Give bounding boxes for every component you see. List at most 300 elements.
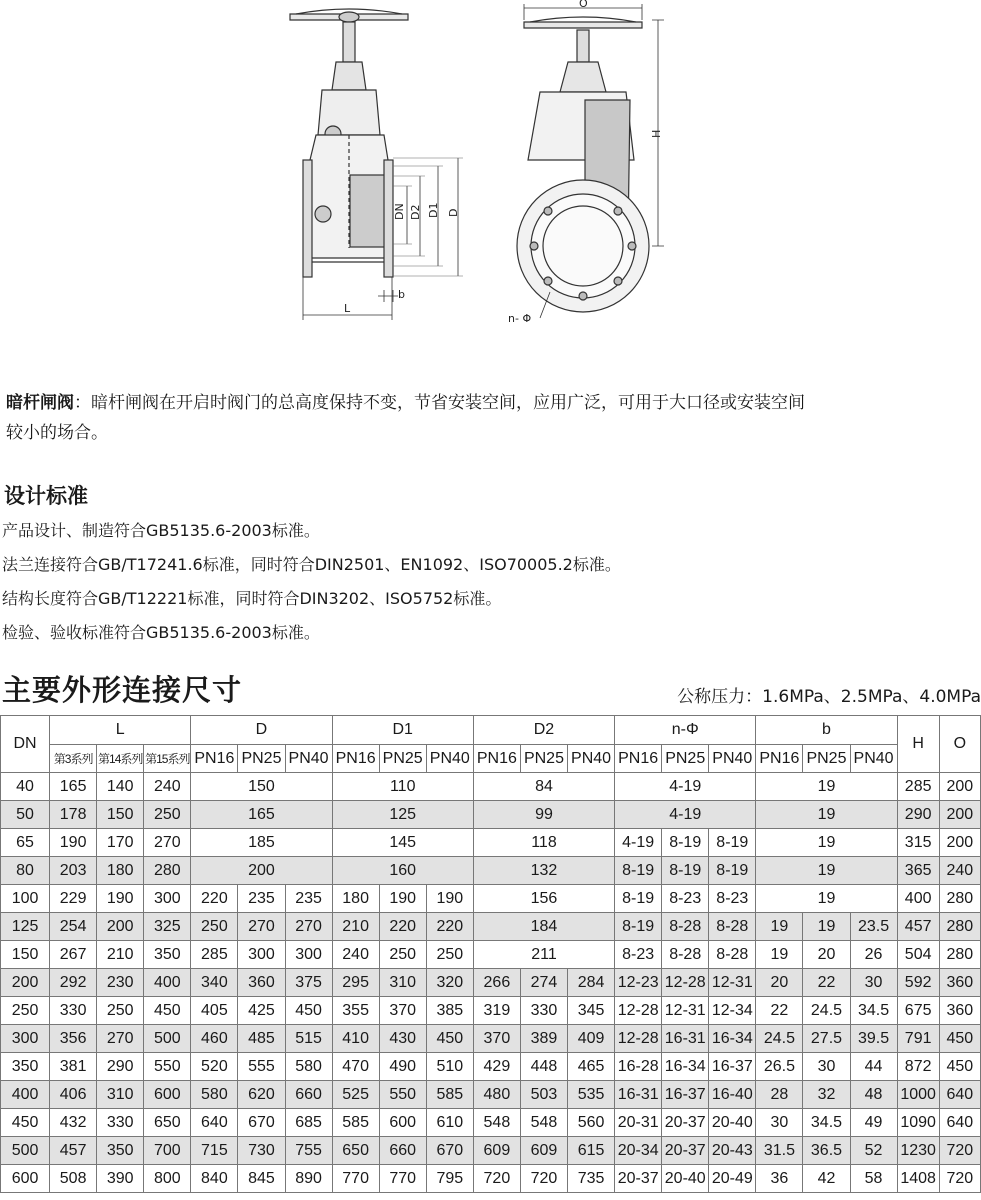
- table-cell: 16-31: [662, 1025, 709, 1053]
- table-cell: 19: [756, 801, 897, 829]
- table-cell: 535: [568, 1081, 615, 1109]
- table-cell: 270: [97, 1025, 144, 1053]
- table-cell: 200: [191, 857, 332, 885]
- table-cell: 670: [238, 1109, 285, 1137]
- table-cell: 200: [939, 829, 980, 857]
- table-cell: 190: [426, 885, 473, 913]
- table-cell: 235: [238, 885, 285, 913]
- header-pn: PN16: [332, 745, 379, 773]
- header-pn: PN16: [756, 745, 803, 773]
- table-cell: 730: [238, 1137, 285, 1165]
- table-cell: 200: [939, 773, 980, 801]
- table-cell: 132: [473, 857, 614, 885]
- table-cell: 250: [191, 913, 238, 941]
- table-cell: 480: [473, 1081, 520, 1109]
- table-cell: 12-31: [662, 997, 709, 1025]
- table-cell: 1230: [897, 1137, 939, 1165]
- table-cell: 12-28: [615, 1025, 662, 1053]
- standard-line: 法兰连接符合GB/T17241.6标准，同时符合DIN2501、EN1092、ISO70005.2标准。: [2, 555, 621, 574]
- header-series: 第14系列: [97, 745, 144, 773]
- label-h: H: [650, 129, 663, 138]
- table-cell: 755: [285, 1137, 332, 1165]
- table-cell: 19: [756, 773, 897, 801]
- table-cell: 325: [144, 913, 191, 941]
- table-cell: 39.5: [850, 1025, 897, 1053]
- table-cell: 525: [332, 1081, 379, 1109]
- table-cell: 450: [144, 997, 191, 1025]
- table-cell: 118: [473, 829, 614, 857]
- table-cell: 27.5: [803, 1025, 850, 1053]
- table-cell: 58: [850, 1165, 897, 1193]
- table-cell: 503: [520, 1081, 567, 1109]
- table-cell: 284: [568, 969, 615, 997]
- header-nphi: n-Φ: [615, 716, 756, 745]
- table-cell: 267: [50, 941, 97, 969]
- table-cell: 125: [332, 801, 473, 829]
- table-row: [1, 1109, 981, 1137]
- header-l: L: [50, 716, 191, 745]
- table-cell: 220: [191, 885, 238, 913]
- table-cell: 300: [1, 1025, 50, 1053]
- table-cell: 20-31: [615, 1109, 662, 1137]
- table-cell: 429: [473, 1053, 520, 1081]
- table-cell: 80: [1, 857, 50, 885]
- table-cell: 500: [1, 1137, 50, 1165]
- table-cell: 650: [144, 1109, 191, 1137]
- table-row: [1, 1165, 981, 1193]
- table-cell: 450: [1, 1109, 50, 1137]
- table-cell: 390: [97, 1165, 144, 1193]
- table-cell: 19: [756, 913, 803, 941]
- table-cell: 240: [939, 857, 980, 885]
- table-cell: 20-37: [615, 1165, 662, 1193]
- header-d2: D2: [473, 716, 614, 745]
- table-row: [1, 857, 981, 885]
- table-cell: 400: [144, 969, 191, 997]
- table-cell: 1000: [897, 1081, 939, 1109]
- table-cell: 240: [144, 773, 191, 801]
- header-series: 第3系列: [50, 745, 97, 773]
- table-cell: 8-28: [662, 913, 709, 941]
- intro-paragraph: [6, 388, 966, 448]
- table-cell: 430: [379, 1025, 426, 1053]
- table-cell: 340: [191, 969, 238, 997]
- table-cell: 504: [897, 941, 939, 969]
- table-cell: 300: [238, 941, 285, 969]
- table-cell: 8-23: [709, 885, 756, 913]
- table-cell: 32: [803, 1081, 850, 1109]
- table-cell: 720: [473, 1165, 520, 1193]
- header-pn: PN16: [191, 745, 238, 773]
- table-cell: 389: [520, 1025, 567, 1053]
- table-cell: 145: [332, 829, 473, 857]
- header-pn: PN25: [238, 745, 285, 773]
- table-cell: 800: [144, 1165, 191, 1193]
- table-cell: 8-28: [709, 941, 756, 969]
- table-cell: 600: [144, 1081, 191, 1109]
- label-d1: D1: [427, 202, 440, 218]
- table-cell: 8-19: [662, 857, 709, 885]
- table-cell: 250: [426, 941, 473, 969]
- table-row: [1, 969, 981, 997]
- table-cell: 31.5: [756, 1137, 803, 1165]
- table-cell: 100: [1, 885, 50, 913]
- table-cell: 555: [238, 1053, 285, 1081]
- table-cell: 140: [97, 773, 144, 801]
- table-cell: 8-28: [709, 913, 756, 941]
- table-cell: 24.5: [803, 997, 850, 1025]
- table-cell: 360: [939, 997, 980, 1025]
- table-cell: 410: [332, 1025, 379, 1053]
- table-cell: 345: [568, 997, 615, 1025]
- table-cell: 250: [97, 997, 144, 1025]
- table-cell: 12-31: [709, 969, 756, 997]
- table-cell: 620: [238, 1081, 285, 1109]
- table-cell: 320: [426, 969, 473, 997]
- table-cell: 36.5: [803, 1137, 850, 1165]
- table-cell: 250: [144, 801, 191, 829]
- table-cell: 720: [939, 1165, 980, 1193]
- table-cell: 310: [379, 969, 426, 997]
- table-cell: 12-28: [615, 997, 662, 1025]
- standard-line: 结构长度符合GB/T12221标准，同时符合DIN3202、ISO5752标准。: [2, 589, 502, 608]
- table-cell: 20-40: [709, 1109, 756, 1137]
- header-pn: PN25: [662, 745, 709, 773]
- table-cell: 448: [520, 1053, 567, 1081]
- table-cell: 425: [238, 997, 285, 1025]
- table-cell: 795: [426, 1165, 473, 1193]
- table-cell: 270: [144, 829, 191, 857]
- label-d: D: [447, 208, 460, 217]
- dimensions-table-body: [1, 773, 981, 1193]
- table-cell: 685: [285, 1109, 332, 1137]
- table-cell: 370: [379, 997, 426, 1025]
- table-cell: 160: [332, 857, 473, 885]
- table-cell: 8-23: [662, 885, 709, 913]
- table-cell: 20-49: [709, 1165, 756, 1193]
- table-cell: 592: [897, 969, 939, 997]
- table-cell: 770: [332, 1165, 379, 1193]
- table-cell: 8-19: [709, 829, 756, 857]
- table-cell: 720: [520, 1165, 567, 1193]
- table-cell: 450: [426, 1025, 473, 1053]
- table-cell: 400: [1, 1081, 50, 1109]
- nominal-pressure: 公称压力：1.6MPa、2.5MPa、4.0MPa: [677, 687, 981, 707]
- table-cell: 203: [50, 857, 97, 885]
- table-cell: 30: [756, 1109, 803, 1137]
- table-cell: 585: [426, 1081, 473, 1109]
- table-cell: 330: [50, 997, 97, 1025]
- table-row: [1, 1137, 981, 1165]
- table-row: [1, 773, 981, 801]
- table-cell: 165: [50, 773, 97, 801]
- label-d2: D2: [409, 204, 422, 220]
- table-cell: 300: [285, 941, 332, 969]
- table-cell: 450: [939, 1025, 980, 1053]
- table-cell: 500: [144, 1025, 191, 1053]
- table-cell: 715: [191, 1137, 238, 1165]
- table-cell: 190: [50, 829, 97, 857]
- table-cell: 548: [520, 1109, 567, 1137]
- table-cell: 400: [897, 885, 939, 913]
- table-cell: 12-34: [709, 997, 756, 1025]
- header-pn: PN25: [379, 745, 426, 773]
- table-row: [1, 941, 981, 969]
- header-series: 第15系列: [144, 745, 191, 773]
- table-cell: 200: [97, 913, 144, 941]
- table-cell: 40: [1, 773, 50, 801]
- table-cell: 20-40: [662, 1165, 709, 1193]
- table-cell: 432: [50, 1109, 97, 1137]
- table-cell: 8-19: [709, 857, 756, 885]
- table-cell: 12-23: [615, 969, 662, 997]
- table-cell: 735: [568, 1165, 615, 1193]
- table-cell: 150: [1, 941, 50, 969]
- table-cell: 465: [568, 1053, 615, 1081]
- valve-drawings: [0, 0, 981, 340]
- standards-heading: 设计标准: [4, 484, 88, 508]
- table-cell: 65: [1, 829, 50, 857]
- table-cell: 190: [379, 885, 426, 913]
- table-cell: 640: [191, 1109, 238, 1137]
- table-cell: 44: [850, 1053, 897, 1081]
- table-cell: 125: [1, 913, 50, 941]
- table-cell: 190: [97, 885, 144, 913]
- table-cell: 50: [1, 801, 50, 829]
- table-cell: 360: [939, 969, 980, 997]
- table-cell: 550: [144, 1053, 191, 1081]
- table-cell: 16-31: [615, 1081, 662, 1109]
- table-cell: 485: [238, 1025, 285, 1053]
- table-cell: 370: [473, 1025, 520, 1053]
- table-cell: 350: [97, 1137, 144, 1165]
- table-row: [1, 1053, 981, 1081]
- table-cell: 600: [1, 1165, 50, 1193]
- table-cell: 266: [473, 969, 520, 997]
- table-cell: 4-19: [615, 801, 756, 829]
- table-cell: 8-19: [615, 913, 662, 941]
- table-cell: 360: [238, 969, 285, 997]
- table-cell: 845: [238, 1165, 285, 1193]
- dimensions-table: [0, 715, 981, 1193]
- table-cell: 560: [568, 1109, 615, 1137]
- header-pn: PN25: [803, 745, 850, 773]
- table-cell: 8-19: [615, 857, 662, 885]
- table-cell: 12-28: [662, 969, 709, 997]
- table-cell: 292: [50, 969, 97, 997]
- table-row: [1, 829, 981, 857]
- table-cell: 19: [803, 913, 850, 941]
- intro-sep: ：: [74, 393, 91, 413]
- table-cell: 16-37: [662, 1081, 709, 1109]
- table-cell: 240: [332, 941, 379, 969]
- table-cell: 270: [285, 913, 332, 941]
- table-cell: 30: [850, 969, 897, 997]
- table-cell: 670: [426, 1137, 473, 1165]
- table-cell: 675: [897, 997, 939, 1025]
- table-cell: 99: [473, 801, 614, 829]
- table-cell: 280: [144, 857, 191, 885]
- table-row: [1, 997, 981, 1025]
- table-cell: 211: [473, 941, 614, 969]
- table-cell: 609: [520, 1137, 567, 1165]
- table-cell: 1408: [897, 1165, 939, 1193]
- header-pn: PN40: [850, 745, 897, 773]
- table-cell: 280: [939, 941, 980, 969]
- table-cell: 250: [1, 997, 50, 1025]
- table-cell: 770: [379, 1165, 426, 1193]
- table-cell: 580: [191, 1081, 238, 1109]
- table-cell: 184: [473, 913, 614, 941]
- table-cell: 285: [191, 941, 238, 969]
- table-cell: 16-34: [662, 1053, 709, 1081]
- table-cell: 16-28: [615, 1053, 662, 1081]
- table-cell: 515: [285, 1025, 332, 1053]
- table-cell: 450: [285, 997, 332, 1025]
- table-cell: 84: [473, 773, 614, 801]
- table-cell: 791: [897, 1025, 939, 1053]
- table-cell: 178: [50, 801, 97, 829]
- table-cell: 300: [144, 885, 191, 913]
- table-cell: 840: [191, 1165, 238, 1193]
- table-cell: 22: [803, 969, 850, 997]
- table-cell: 20-37: [662, 1137, 709, 1165]
- table-cell: 210: [97, 941, 144, 969]
- table-cell: 385: [426, 997, 473, 1025]
- table-cell: 8-19: [615, 885, 662, 913]
- table-cell: 490: [379, 1053, 426, 1081]
- table-cell: 330: [97, 1109, 144, 1137]
- table-cell: 180: [332, 885, 379, 913]
- table-cell: 20-43: [709, 1137, 756, 1165]
- table-cell: 409: [568, 1025, 615, 1053]
- table-cell: 36: [756, 1165, 803, 1193]
- dimensions-heading: 主要外形连接尺寸: [2, 673, 243, 707]
- table-cell: 250: [379, 941, 426, 969]
- table-cell: 640: [939, 1081, 980, 1109]
- table-cell: 365: [897, 857, 939, 885]
- table-cell: 381: [50, 1053, 97, 1081]
- header-d: D: [191, 716, 332, 745]
- table-cell: 8-28: [662, 941, 709, 969]
- table-cell: 170: [97, 829, 144, 857]
- table-cell: 200: [1, 969, 50, 997]
- table-cell: 290: [97, 1053, 144, 1081]
- table-cell: 319: [473, 997, 520, 1025]
- header-pn: PN40: [709, 745, 756, 773]
- table-cell: 16-37: [709, 1053, 756, 1081]
- table-cell: 150: [191, 773, 332, 801]
- table-cell: 585: [332, 1109, 379, 1137]
- intro-text-2: 较小的场合。: [6, 423, 108, 443]
- table-cell: 34.5: [803, 1109, 850, 1137]
- table-cell: 580: [285, 1053, 332, 1081]
- table-cell: 720: [939, 1137, 980, 1165]
- table-cell: 660: [285, 1081, 332, 1109]
- table-cell: 470: [332, 1053, 379, 1081]
- table-cell: 375: [285, 969, 332, 997]
- table-cell: 20-37: [662, 1109, 709, 1137]
- table-row: [1, 1025, 981, 1053]
- table-cell: 42: [803, 1165, 850, 1193]
- label-nphi: n- Φ: [508, 312, 532, 325]
- table-cell: 165: [191, 801, 332, 829]
- valve-side-view: [290, 9, 463, 320]
- table-cell: 700: [144, 1137, 191, 1165]
- header-pn: PN40: [568, 745, 615, 773]
- table-cell: 20: [756, 969, 803, 997]
- label-o: O: [579, 0, 588, 10]
- table-row: [1, 885, 981, 913]
- valve-front-view: [517, 4, 664, 318]
- table-cell: 19: [756, 857, 897, 885]
- table-cell: 26: [850, 941, 897, 969]
- table-cell: 285: [897, 773, 939, 801]
- table-cell: 229: [50, 885, 97, 913]
- table-row: [1, 801, 981, 829]
- table-cell: 310: [97, 1081, 144, 1109]
- table-cell: 356: [50, 1025, 97, 1053]
- table-cell: 180: [97, 857, 144, 885]
- table-cell: 150: [97, 801, 144, 829]
- table-cell: 19: [756, 885, 897, 913]
- table-cell: 270: [238, 913, 285, 941]
- table-cell: 1090: [897, 1109, 939, 1137]
- table-cell: 210: [332, 913, 379, 941]
- label-b: b: [398, 288, 405, 301]
- table-cell: 19: [756, 941, 803, 969]
- table-cell: 220: [426, 913, 473, 941]
- table-cell: 19: [756, 829, 897, 857]
- header-d1: D1: [332, 716, 473, 745]
- table-cell: 508: [50, 1165, 97, 1193]
- table-cell: 156: [473, 885, 614, 913]
- table-cell: 890: [285, 1165, 332, 1193]
- table-cell: 460: [191, 1025, 238, 1053]
- table-cell: 457: [50, 1137, 97, 1165]
- label-l: L: [344, 302, 351, 315]
- header-pn: PN16: [473, 745, 520, 773]
- table-cell: 26.5: [756, 1053, 803, 1081]
- standard-line: 检验、验收标准符合GB5135.6-2003标准。: [2, 623, 320, 642]
- header-pn: PN40: [285, 745, 332, 773]
- header-o: O: [939, 716, 980, 773]
- table-cell: 28: [756, 1081, 803, 1109]
- table-cell: 20-34: [615, 1137, 662, 1165]
- table-cell: 16-34: [709, 1025, 756, 1053]
- header-b: b: [756, 716, 897, 745]
- table-cell: 450: [939, 1053, 980, 1081]
- standard-line: 产品设计、制造符合GB5135.6-2003标准。: [2, 521, 320, 540]
- table-cell: 548: [473, 1109, 520, 1137]
- table-cell: 8-19: [662, 829, 709, 857]
- table-cell: 295: [332, 969, 379, 997]
- header-pn: PN16: [615, 745, 662, 773]
- table-cell: 185: [191, 829, 332, 857]
- table-cell: 650: [332, 1137, 379, 1165]
- table-cell: 200: [939, 801, 980, 829]
- table-cell: 610: [426, 1109, 473, 1137]
- table-cell: 274: [520, 969, 567, 997]
- table-cell: 30: [803, 1053, 850, 1081]
- table-cell: 4-19: [615, 829, 662, 857]
- table-cell: 510: [426, 1053, 473, 1081]
- table-cell: 254: [50, 913, 97, 941]
- table-cell: 660: [379, 1137, 426, 1165]
- table-cell: 235: [285, 885, 332, 913]
- table-cell: 8-23: [615, 941, 662, 969]
- table-cell: 615: [568, 1137, 615, 1165]
